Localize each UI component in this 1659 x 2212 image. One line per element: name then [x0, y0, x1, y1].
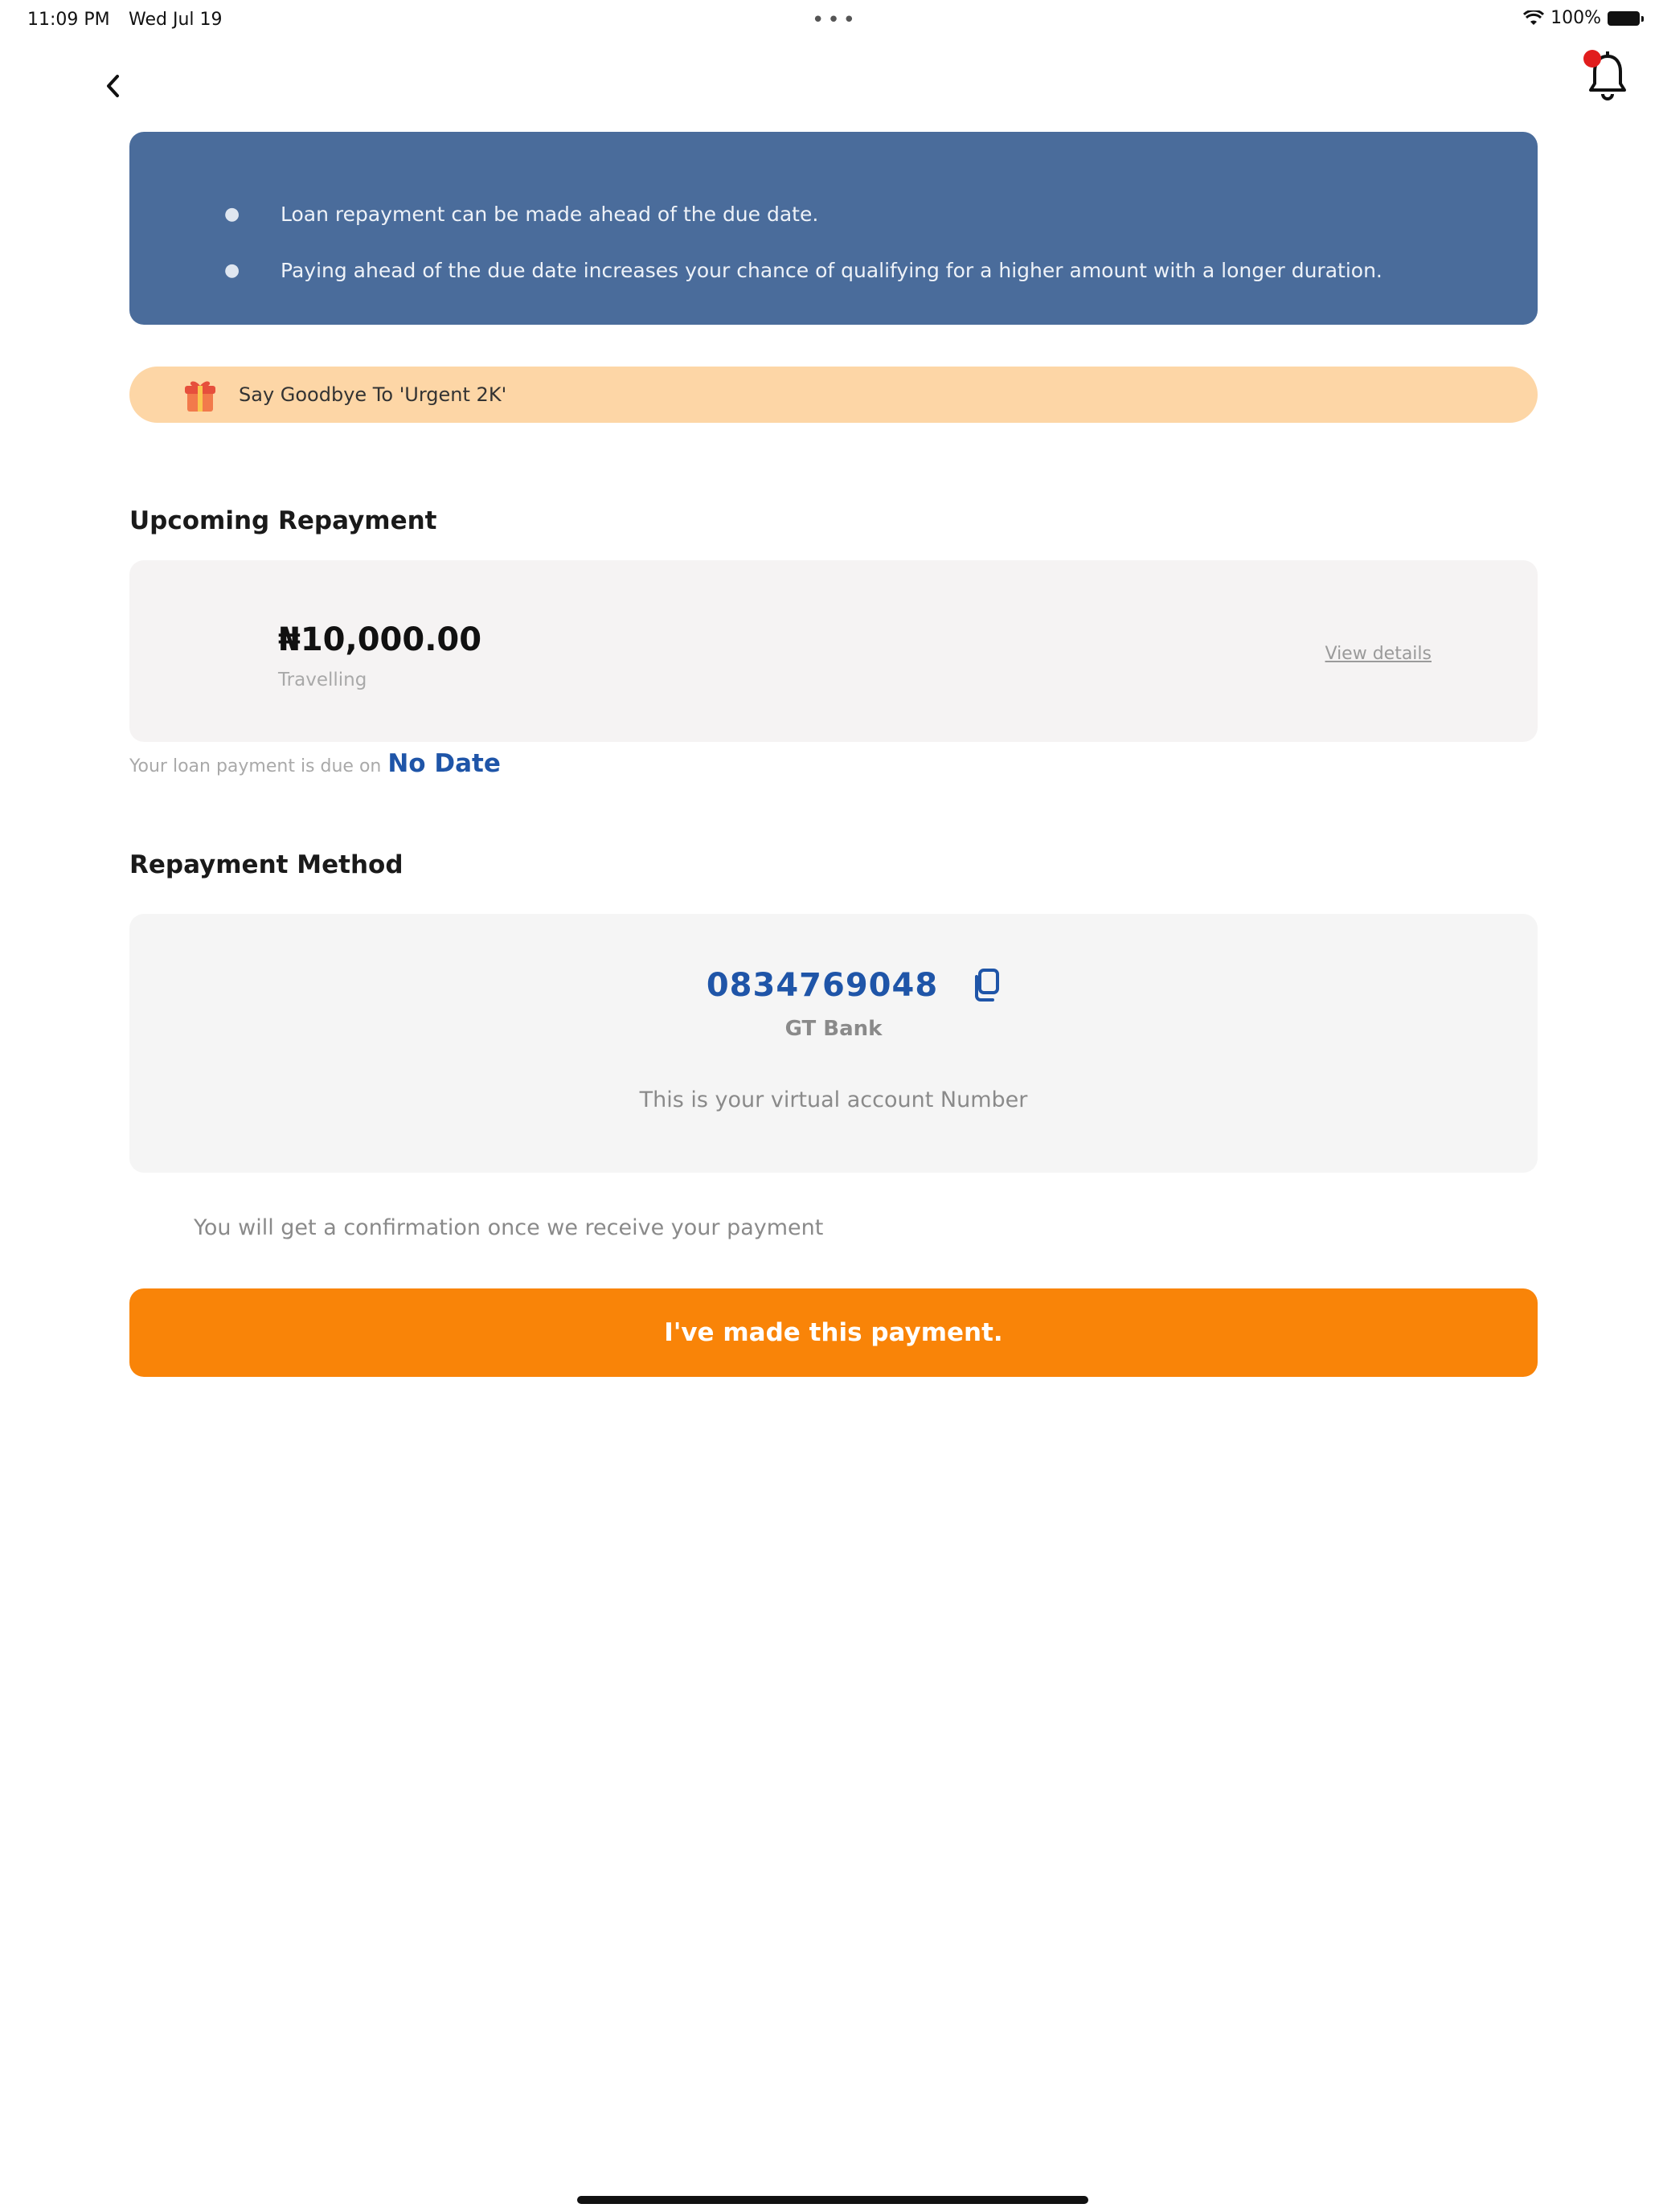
battery-icon [1608, 11, 1640, 26]
battery-percent: 100% [1550, 8, 1601, 28]
notification-badge [1583, 50, 1601, 68]
loan-purpose: Travelling [278, 670, 367, 690]
copy-icon[interactable] [970, 967, 1002, 1004]
info-item [224, 203, 818, 226]
due-date: No Date [387, 749, 501, 778]
chevron-left-icon [104, 73, 121, 102]
bullet-icon: ● [224, 204, 240, 224]
account-number[interactable]: 0834769048 [706, 967, 939, 1004]
virtual-account-note: This is your virtual account Number [639, 1088, 1028, 1112]
bullet-icon: ● [224, 260, 240, 281]
account-row [129, 967, 1538, 1004]
info-item [224, 259, 1382, 282]
status-bar [0, 0, 1659, 42]
promo-text: Say Goodbye To 'Urgent 2K' [239, 383, 507, 406]
due-date-line [129, 749, 501, 778]
bell-icon [1583, 92, 1632, 108]
status-time: 11:09 PM [27, 10, 110, 30]
due-prefix: Your loan payment is due on [129, 756, 382, 776]
confirmation-note: You will get a confirmation once we receive your payment [194, 1215, 824, 1240]
view-details-link[interactable]: View details [1325, 644, 1432, 664]
status-date: Wed Jul 19 [129, 10, 223, 30]
back-button[interactable] [96, 68, 129, 108]
gift-icon [181, 375, 219, 414]
multitasking-dots-icon[interactable]: ••• [812, 8, 859, 32]
promo-banner[interactable] [129, 367, 1538, 423]
bank-name: GT Bank [784, 1017, 883, 1041]
info-text: Loan repayment can be made ahead of the due date. [281, 203, 819, 226]
repayment-amount: ₦10,000.00 [278, 621, 482, 658]
section-title-upcoming: Upcoming Repayment [129, 506, 437, 535]
home-indicator[interactable] [577, 2196, 1088, 2204]
made-payment-button[interactable]: I've made this payment. [129, 1288, 1538, 1377]
wifi-icon [1523, 10, 1544, 27]
upcoming-repayment-card [129, 560, 1538, 742]
section-title-method: Repayment Method [129, 850, 403, 879]
info-banner [129, 132, 1538, 325]
repayment-method-card [129, 914, 1538, 1173]
info-text: Paying ahead of the due date increases your chance of qualifying for a higher amount with a longer duration. [281, 259, 1382, 282]
status-indicators [1523, 8, 1640, 28]
notification-button[interactable] [1583, 48, 1632, 104]
